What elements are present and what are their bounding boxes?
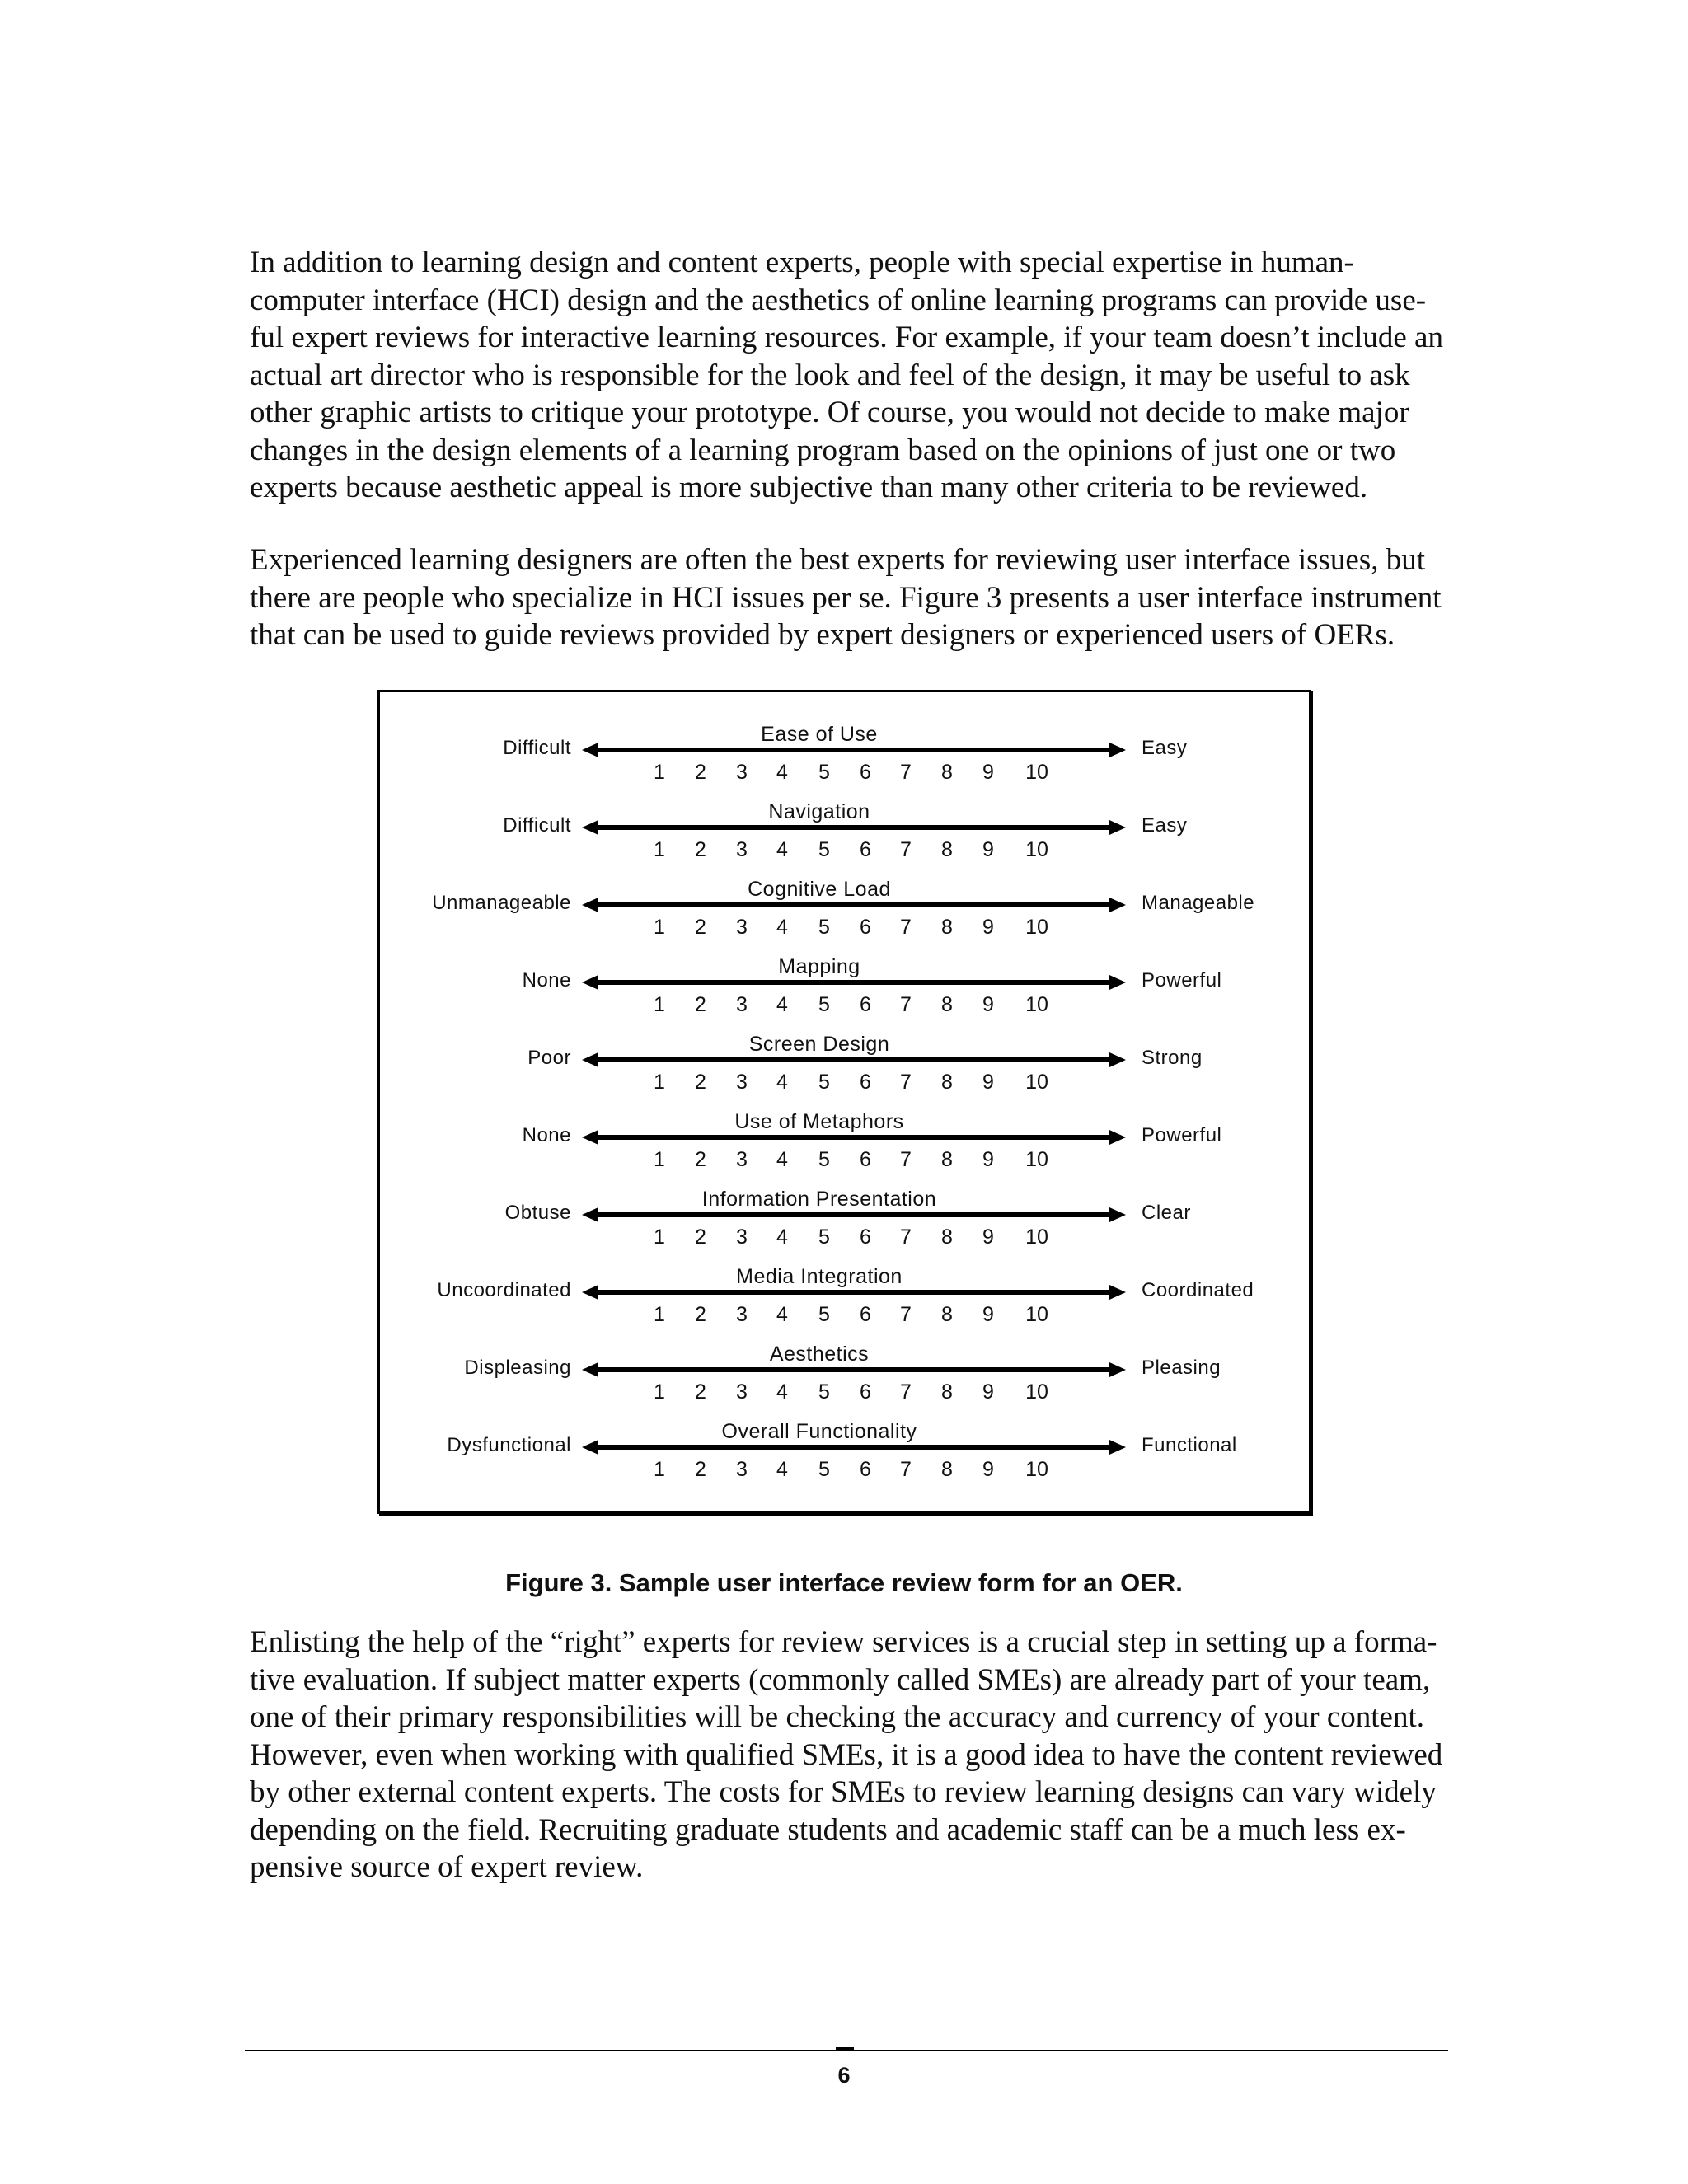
double-arrow-icon (582, 818, 1126, 837)
scale-number: 5 (818, 916, 830, 939)
scale-number: 4 (776, 993, 788, 1016)
scale-number: 3 (736, 1071, 748, 1094)
scale-left-anchor: Uncoordinated (437, 1279, 571, 1301)
scale-left-anchor: None (522, 969, 571, 991)
scale-title: Use of Metaphors (734, 1110, 904, 1133)
scale-number: 2 (695, 1458, 706, 1481)
scale-number: 1 (654, 916, 665, 939)
scale-right-anchor: Strong (1142, 1047, 1203, 1069)
scale-right-anchor: Pleasing (1142, 1357, 1221, 1379)
rating-scale (380, 723, 1309, 800)
text-line: computer interface (HCI) design and the aesthetics of online learning programs can provide use- (250, 283, 1427, 317)
scale-numbers (380, 1148, 1309, 1173)
scale-number: 5 (818, 838, 830, 861)
scale-number: 8 (941, 838, 953, 861)
scale-number: 1 (654, 1226, 665, 1249)
figure-review-form (377, 690, 1311, 1514)
scale-number: 5 (818, 1458, 830, 1481)
scale-number: 6 (860, 761, 871, 784)
text-line: ful expert reviews for interactive learning resources. For example, if your team doesn’t include an (250, 321, 1443, 354)
scale-number: 8 (941, 1226, 953, 1249)
scale-number: 10 (1025, 993, 1048, 1016)
scale-right-anchor: Functional (1142, 1434, 1237, 1456)
scale-number: 5 (818, 1226, 830, 1249)
scale-number: 8 (941, 1380, 953, 1404)
rating-scale (380, 878, 1309, 955)
scale-number: 6 (860, 838, 871, 861)
text-line: pensive source of expert review. (250, 1850, 644, 1884)
scale-right-anchor: Clear (1142, 1202, 1191, 1224)
text-line: depending on the field. Recruiting graduate students and academic staff can be a much less ex- (250, 1812, 1406, 1847)
paragraph (250, 541, 1441, 654)
scale-number: 1 (654, 1380, 665, 1404)
scale-number: 6 (860, 1380, 871, 1404)
rating-scale (380, 1188, 1309, 1265)
scale-number: 10 (1025, 916, 1048, 939)
scale-number: 9 (982, 1458, 994, 1481)
double-arrow-icon (582, 1438, 1126, 1456)
scale-number: 7 (900, 838, 912, 861)
scale-title: Ease of Use (761, 723, 878, 746)
scale-number: 1 (654, 993, 665, 1016)
scale-number: 2 (695, 838, 706, 861)
scale-numbers (380, 761, 1309, 785)
rating-scale (380, 1033, 1309, 1110)
scale-numbers (380, 1303, 1309, 1328)
scale-left-anchor: Unmanageable (432, 892, 571, 914)
scale-number: 1 (654, 1303, 665, 1326)
scale-number: 8 (941, 1458, 953, 1481)
scale-number: 10 (1025, 838, 1048, 861)
scale-left-anchor: Dysfunctional (447, 1434, 571, 1456)
scale-number: 6 (860, 993, 871, 1016)
scale-number: 2 (695, 916, 706, 939)
scale-number: 6 (860, 1148, 871, 1171)
rating-scale (380, 955, 1309, 1033)
scale-number: 2 (695, 1303, 706, 1326)
double-arrow-icon (582, 973, 1126, 991)
scale-number: 4 (776, 916, 788, 939)
scale-number: 8 (941, 993, 953, 1016)
scale-left-anchor: None (522, 1124, 571, 1146)
text-line: experts because aesthetic appeal is more subjective than many other criteria to be reviewed. (250, 471, 1368, 504)
scale-number: 9 (982, 1380, 994, 1404)
text-line: actual art director who is responsible for the look and feel of the design, it may be useful to ask (250, 358, 1410, 392)
scale-number: 7 (900, 761, 912, 784)
text-line: by other external content experts. The costs for SMEs to review learning designs can vary widely (250, 1775, 1437, 1809)
text-line: other graphic artists to critique your prototype. Of course, you would not decide to make major (250, 396, 1409, 429)
scale-left-anchor: Displeasing (464, 1357, 571, 1379)
rating-scale (380, 800, 1309, 878)
paragraph (250, 244, 1441, 507)
scale-right-anchor: Powerful (1142, 969, 1222, 991)
scale-numbers (380, 1380, 1309, 1405)
scale-number: 3 (736, 1380, 748, 1404)
scale-number: 7 (900, 916, 912, 939)
scale-number: 3 (736, 838, 748, 861)
scale-number: 4 (776, 761, 788, 784)
text-line: In addition to learning design and content experts, people with special expertise in human- (250, 246, 1354, 279)
scale-number: 3 (736, 916, 748, 939)
scale-title: Mapping (778, 955, 860, 978)
scale-number: 10 (1025, 761, 1048, 784)
rating-scale (380, 1265, 1309, 1343)
scale-left-anchor: Poor (528, 1047, 571, 1069)
scale-number: 5 (818, 1380, 830, 1404)
scale-title: Navigation (768, 800, 870, 823)
scale-right-anchor: Easy (1142, 737, 1188, 759)
scale-number: 10 (1025, 1071, 1048, 1094)
scale-number: 1 (654, 1071, 665, 1094)
scale-number: 2 (695, 1380, 706, 1404)
scale-number: 7 (900, 1148, 912, 1171)
scale-number: 6 (860, 1226, 871, 1249)
scale-number: 2 (695, 993, 706, 1016)
scale-number: 4 (776, 1148, 788, 1171)
scale-number: 4 (776, 838, 788, 861)
scale-number: 1 (654, 1148, 665, 1171)
scale-number: 3 (736, 1303, 748, 1326)
scale-number: 4 (776, 1458, 788, 1481)
page-number: 6 (837, 2063, 851, 2088)
scale-number: 9 (982, 1226, 994, 1249)
scale-number: 8 (941, 1303, 953, 1326)
scale-number: 3 (736, 1226, 748, 1249)
footer-tick (836, 2047, 854, 2051)
text-line: Experienced learning designers are often the best experts for reviewing user interface issues, but (250, 543, 1425, 577)
text-line: However, even when working with qualified SMEs, it is a good idea to have the content reviewed (250, 1737, 1443, 1772)
double-arrow-icon (582, 1283, 1126, 1301)
rating-scale (380, 1110, 1309, 1188)
scale-number: 7 (900, 1458, 912, 1481)
scale-title: Aesthetics (769, 1343, 870, 1366)
text-line: tive evaluation. If subject matter experts (commonly called SMEs) are already part of your team, (250, 1662, 1431, 1697)
scale-number: 1 (654, 761, 665, 784)
paragraph (250, 1624, 1441, 1886)
text-line: there are people who specialize in HCI issues per se. Figure 3 presents a user interface instrument (250, 580, 1442, 615)
scale-numbers (380, 916, 1309, 940)
scale-number: 3 (736, 761, 748, 784)
scale-title: Screen Design (748, 1033, 890, 1056)
scale-number: 7 (900, 1226, 912, 1249)
scale-number: 10 (1025, 1380, 1048, 1404)
scale-numbers (380, 1458, 1309, 1483)
scale-number: 4 (776, 1071, 788, 1094)
scale-number: 3 (736, 993, 748, 1016)
scale-numbers (380, 1071, 1309, 1095)
scale-number: 9 (982, 916, 994, 939)
scale-number: 4 (776, 1226, 788, 1249)
scale-title: Media Integration (736, 1265, 903, 1288)
rating-scale (380, 1343, 1309, 1420)
text-line: changes in the design elements of a learning program based on the opinions of just one or two (250, 433, 1396, 467)
scale-number: 10 (1025, 1458, 1048, 1481)
scale-number: 8 (941, 761, 953, 784)
scale-title: Cognitive Load (748, 878, 891, 901)
scale-number: 7 (900, 993, 912, 1016)
scale-number: 6 (860, 1458, 871, 1481)
scale-number: 6 (860, 916, 871, 939)
scale-number: 5 (818, 993, 830, 1016)
scale-right-anchor: Powerful (1142, 1124, 1222, 1146)
scale-number: 9 (982, 993, 994, 1016)
scale-number: 7 (900, 1303, 912, 1326)
scale-number: 3 (736, 1458, 748, 1481)
scale-number: 2 (695, 1071, 706, 1094)
scale-number: 9 (982, 1071, 994, 1094)
scale-number: 10 (1025, 1303, 1048, 1326)
scale-number: 1 (654, 1458, 665, 1481)
scale-numbers (380, 993, 1309, 1018)
scale-number: 3 (736, 1148, 748, 1171)
scale-right-anchor: Coordinated (1142, 1279, 1254, 1301)
scale-number: 4 (776, 1380, 788, 1404)
double-arrow-icon (582, 896, 1126, 914)
scale-left-anchor: Obtuse (504, 1202, 571, 1224)
scale-number: 7 (900, 1071, 912, 1094)
text-line: one of their primary responsibilities will be checking the accuracy and currency of your content. (250, 1700, 1425, 1734)
scale-left-anchor: Difficult (503, 814, 571, 837)
scale-number: 10 (1025, 1226, 1048, 1249)
scale-numbers (380, 1226, 1309, 1250)
scale-number: 8 (941, 1071, 953, 1094)
figure-caption: Figure 3. Sample user interface review form for an OER. (505, 1568, 1183, 1597)
scale-number: 4 (776, 1303, 788, 1326)
scale-number: 10 (1025, 1148, 1048, 1171)
rating-scale (380, 1420, 1309, 1497)
scale-number: 5 (818, 1071, 830, 1094)
scale-number: 9 (982, 1303, 994, 1326)
scale-number: 5 (818, 761, 830, 784)
text-line: that can be used to guide reviews provided by expert designers or experienced users of OERs. (250, 618, 1395, 652)
scale-number: 6 (860, 1071, 871, 1094)
scale-left-anchor: Difficult (503, 737, 571, 759)
scale-right-anchor: Manageable (1142, 892, 1255, 914)
double-arrow-icon (582, 1051, 1126, 1069)
scale-number: 2 (695, 1226, 706, 1249)
scale-number: 1 (654, 838, 665, 861)
scale-number: 2 (695, 1148, 706, 1171)
scale-number: 8 (941, 1148, 953, 1171)
scale-number: 8 (941, 916, 953, 939)
scale-number: 6 (860, 1303, 871, 1326)
double-arrow-icon (582, 1361, 1126, 1379)
scale-number: 5 (818, 1148, 830, 1171)
scale-title: Information Presentation (701, 1188, 937, 1211)
text-line: Enlisting the help of the “right” experts for review services is a crucial step in setting up a forma- (250, 1625, 1437, 1659)
scale-title: Overall Functionality (721, 1420, 917, 1443)
double-arrow-icon (582, 741, 1126, 759)
scale-number: 9 (982, 838, 994, 861)
scale-number: 9 (982, 761, 994, 784)
scale-number: 5 (818, 1303, 830, 1326)
double-arrow-icon (582, 1206, 1126, 1224)
scale-number: 7 (900, 1380, 912, 1404)
double-arrow-icon (582, 1128, 1126, 1146)
scale-right-anchor: Easy (1142, 814, 1188, 837)
scale-numbers (380, 838, 1309, 863)
scale-number: 9 (982, 1148, 994, 1171)
scale-number: 2 (695, 761, 706, 784)
